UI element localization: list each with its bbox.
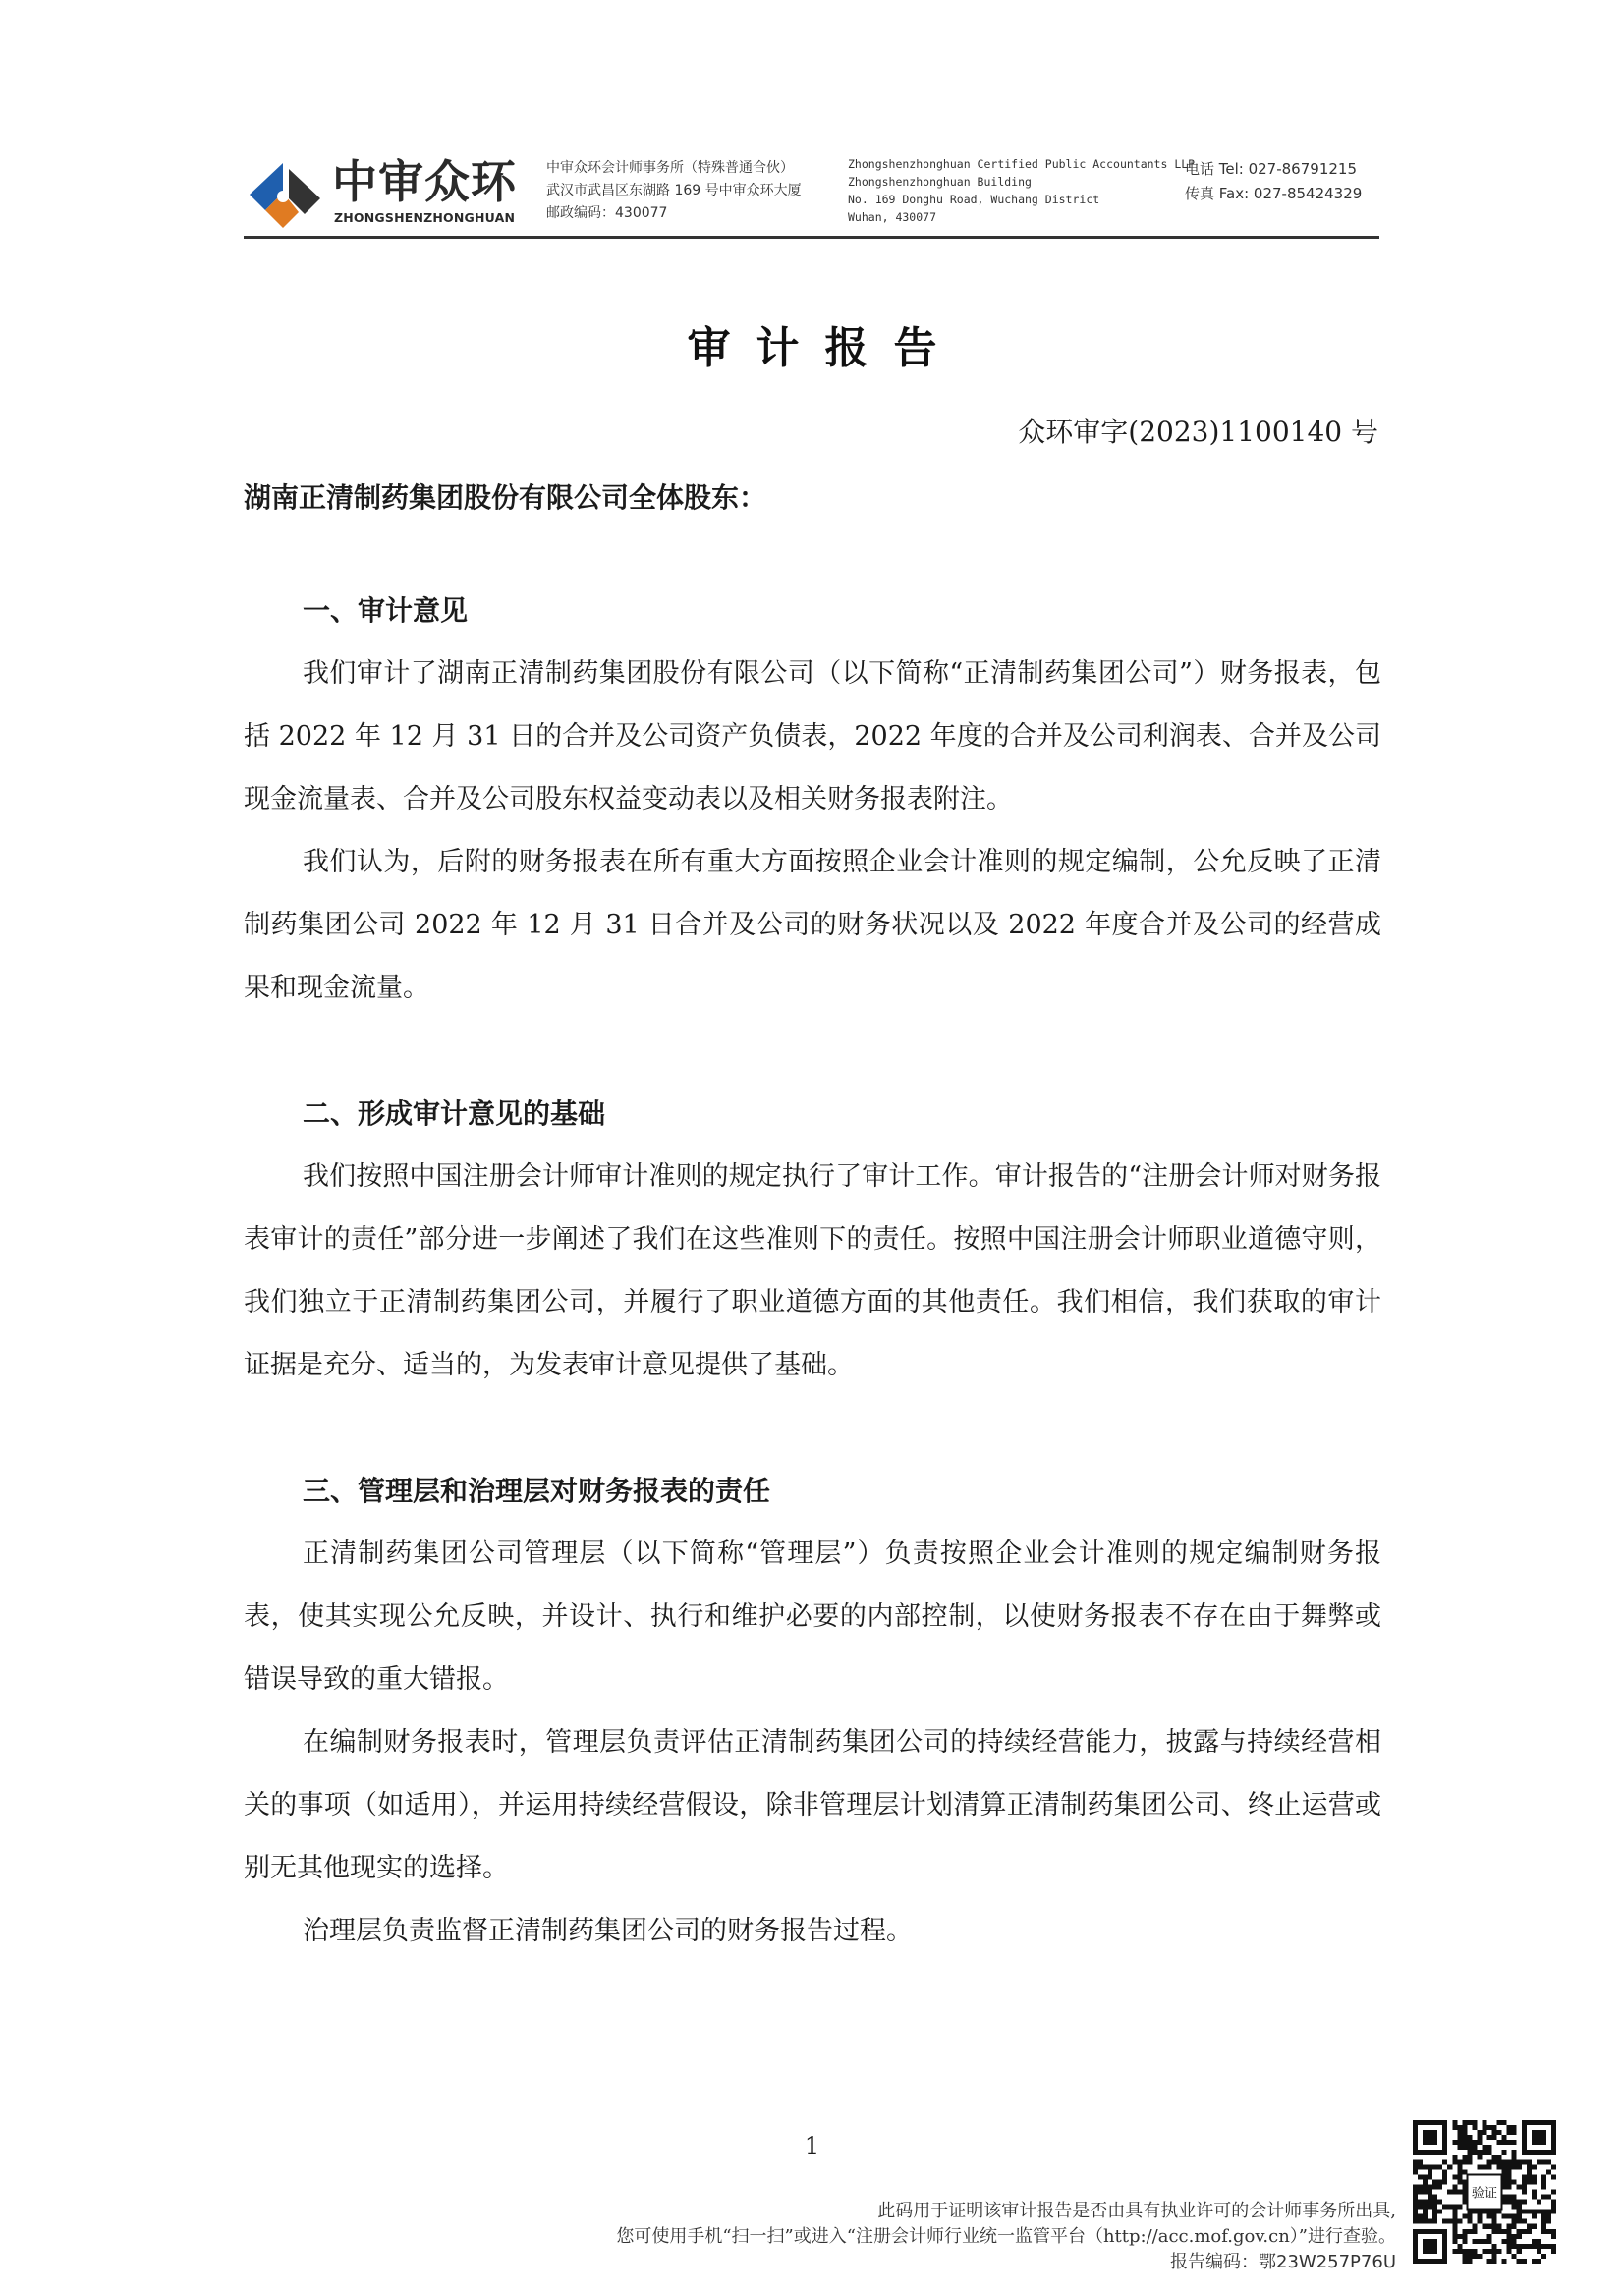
firm-contact: [1185, 157, 1362, 206]
addressee: 湖南正清制药集团股份有限公司全体股东：: [244, 481, 767, 514]
letterhead: [244, 149, 1375, 238]
section-heading: 三、管理层和治理层对财务报表的责任: [303, 1475, 771, 1507]
firm-name-cn: 中审众环会计师事务所（特殊普通合伙）: [546, 160, 794, 176]
firm-building-en: Zhongshenzhonghuan Building: [848, 175, 1032, 189]
paragraph: 我们按照中国注册会计师审计准则的规定执行了审计工作。审计报告的“注册会计师对财务报表审计的责任”部分进一步阐述了我们在这些准则下的责任。按照中国注册会计师职业道德守则，我们独立于正清制药集团公司，并履行了职业道德方面的其他责任。我们相信，我们获取的审计证据是充分、适当的，为发表审计意见提供了基础。: [244, 1161, 1381, 1380]
firm-name-en: Zhongshenzhonghuan Certified Public Accountants LLP: [848, 157, 1196, 171]
section-heading: 一、审计意见: [303, 594, 469, 627]
section-audit-opinion: [244, 580, 1381, 1020]
firm-city-en: Wuhan, 430077: [848, 210, 937, 224]
paragraph: 治理层负责监督正清制药集团公司的财务报告过程。: [303, 1916, 913, 1946]
section-management-responsibilities: [244, 1460, 1381, 1963]
firm-address-cn: 武汉市武昌区东湖路 169 号中审众环大厦: [546, 183, 802, 198]
verification-note-line-2: 您可使用手机“扫一扫”或进入“注册会计师行业统一监管平台（http://acc.mof.gov.cn）”进行查验。: [616, 2226, 1396, 2247]
logo-english-name: ZHONGSHENZHONGHUAN: [334, 210, 516, 225]
firm-address-chinese: [546, 157, 802, 225]
qr-code-icon[interactable]: [1413, 2120, 1556, 2264]
report-number: 众环审字(2023)1100140 号: [1018, 416, 1378, 448]
firm-address-english: [848, 155, 1195, 226]
document-title: 审计报告: [687, 323, 963, 373]
verification-note-line-1: 此码用于证明该审计报告是否由具有执业许可的会计师事务所出具,: [877, 2201, 1396, 2221]
page-number: 1: [804, 2132, 820, 2159]
zhongshenzhonghuan-logo-icon: [244, 159, 324, 234]
paragraph: 正清制药集团公司管理层（以下简称“管理层”）负责按照企业会计准则的规定编制财务报表，使其实现公允反映，并设计、执行和维护必要的内部控制，以使财务报表不存在由于舞弊或错误导致的重大错报。: [244, 1539, 1381, 1695]
qr-verify-label: 验证: [1471, 2186, 1498, 2202]
paragraph: 我们认为，后附的财务报表在所有重大方面按照企业会计准则的规定编制，公允反映了正清制药集团公司 2022 年 12 月 31 日合并及公司的财务状况以及 2022 年度合并及公司的经营成果和现金流量。: [244, 847, 1381, 1003]
firm-postcode-cn: 邮政编码：430077: [546, 205, 668, 221]
paragraph: 我们审计了湖南正清制药集团股份有限公司（以下简称“正清制药集团公司”）财务报表，包括 2022 年 12 月 31 日的合并及公司资产负债表，2022 年度的合并及公司利润表、合并及公司现金流量表、合并及公司股东权益变动表以及相关财务报表附注。: [244, 658, 1381, 814]
firm-fax: 传真 Fax: 027-85424329: [1185, 185, 1363, 202]
section-basis-for-opinion: [244, 1083, 1381, 1397]
paragraph: 在编制财务报表时，管理层负责评估正清制药集团公司的持续经营能力，披露与持续经营相关的事项（如适用），并运用持续经营假设，除非管理层计划清算正清制药集团公司、终止运营或别无其他现实的选择。: [244, 1727, 1381, 1883]
logo-chinese-name: 中审众环: [332, 155, 517, 208]
firm-telephone: 电话 Tel: 027-86791215: [1185, 160, 1357, 178]
section-heading: 二、形成审计意见的基础: [303, 1097, 606, 1130]
letterhead-divider: [244, 236, 1379, 239]
report-code: 报告编码：鄂23W257P76U: [1170, 2252, 1396, 2272]
firm-street-en: No. 169 Donghu Road, Wuchang District: [848, 193, 1100, 206]
